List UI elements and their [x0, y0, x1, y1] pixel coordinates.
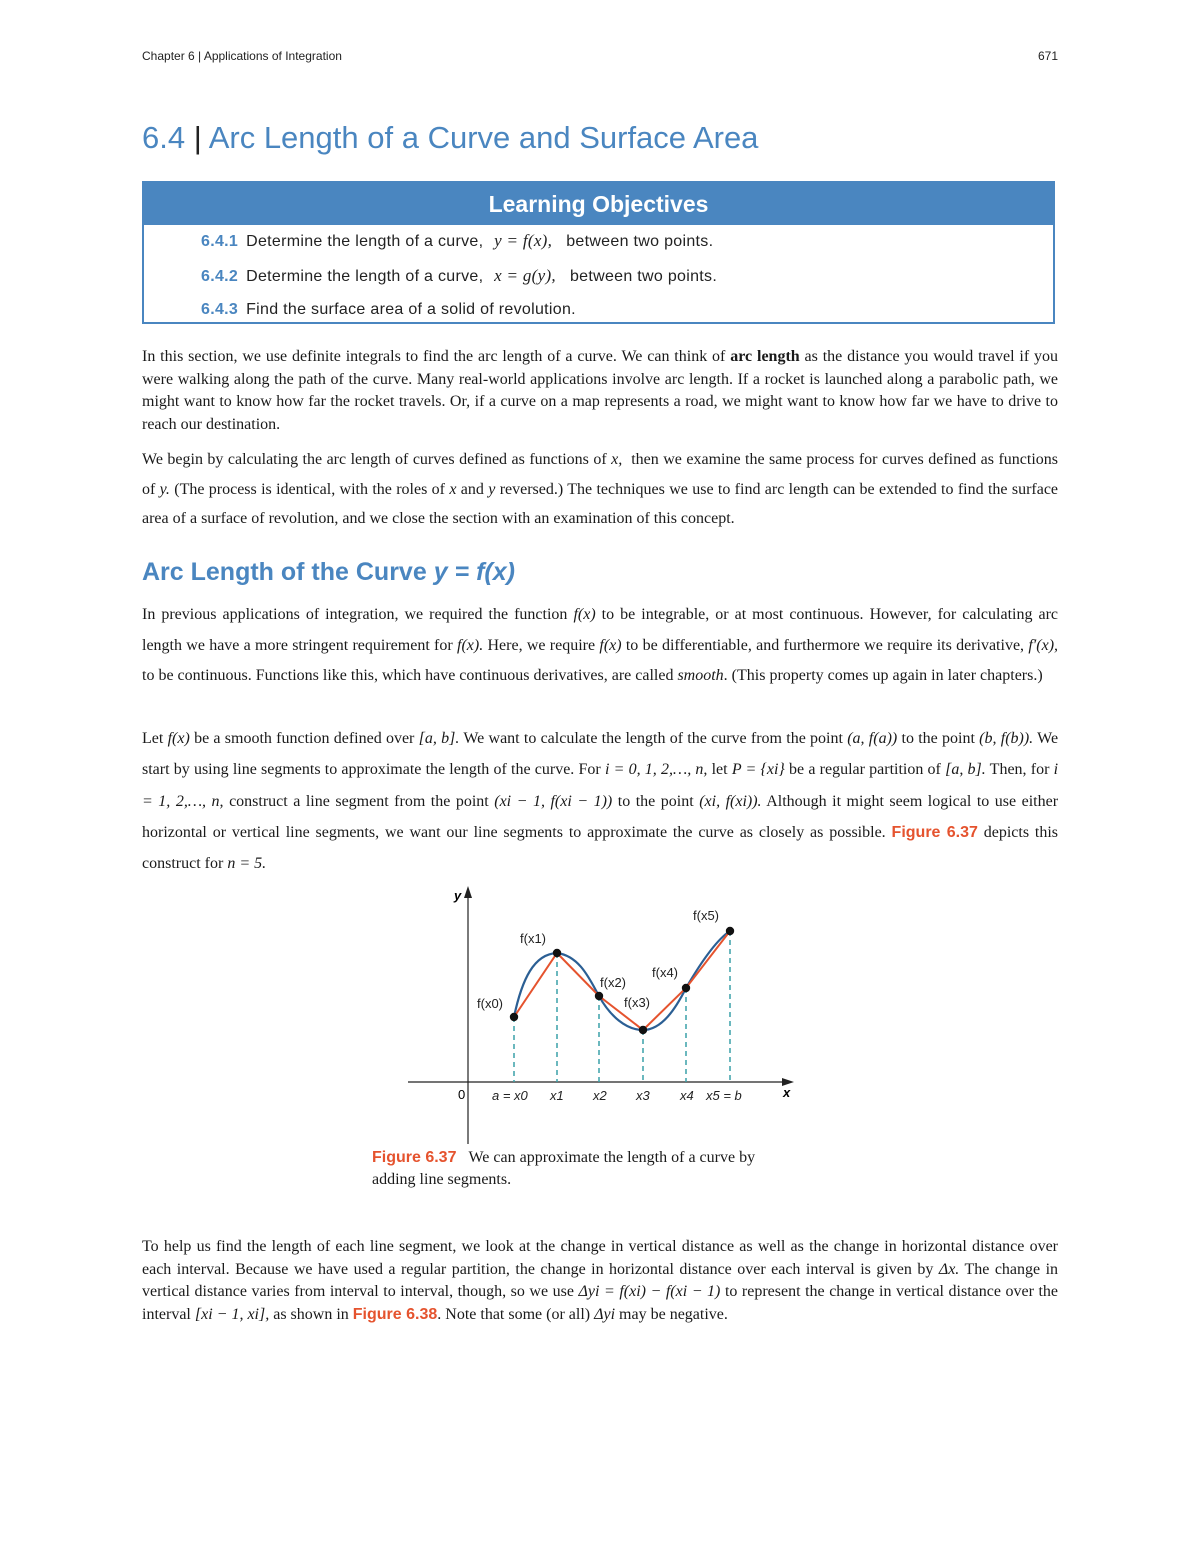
origin-label: 0 [458, 1087, 466, 1102]
text: Then, for [989, 761, 1050, 779]
partition-point [595, 992, 603, 1000]
math: f′(x), [1028, 636, 1059, 654]
text: to be continuous. Functions like this, which have continuous derivatives, are called [142, 667, 674, 684]
text: reversed.) The techniques we use to find arc length can be extended to find the surface area of a surface of revolution, and we close the section with an examination of this concept. [142, 480, 1059, 527]
x-axis-label: x [783, 1085, 791, 1100]
text: to represent the change in vertical distance over the interval [142, 1283, 1059, 1323]
figure-link[interactable]: Figure 6.37 [891, 823, 978, 841]
figure-6-37-graph [400, 884, 800, 1144]
text: (The process is identical, with the roles of [174, 480, 445, 498]
figure-link[interactable]: Figure 6.38 [352, 1305, 438, 1323]
math: (xi − 1, f(xi − 1)) [494, 792, 613, 810]
subsection-title-text: Arc Length of the Curve [142, 558, 427, 586]
math: [xi − 1, xi], [194, 1305, 270, 1323]
math: P = {xi} [731, 761, 785, 779]
math: Δyi [594, 1305, 616, 1323]
math: x [449, 480, 457, 498]
text: . Note that some (or all) [437, 1305, 591, 1323]
math: f(x). [457, 636, 484, 654]
objective-text: Determine the length of a curve, [246, 268, 484, 285]
tick-label: x1 [550, 1088, 564, 1103]
learning-objectives-heading: Learning Objectives [144, 183, 1053, 225]
term-smooth: smooth [677, 667, 724, 684]
text: to the point [901, 730, 975, 747]
text: We start by using line segments to approximate the length of the curve. For [142, 730, 1059, 779]
partition-point [639, 1026, 647, 1034]
objective-item [201, 231, 713, 251]
point-label: f(x3) [624, 995, 650, 1010]
text: then we examine the same process for curves defined as functions of [142, 451, 1059, 498]
text: as the distance you would travel if you were walking along the path of the curve. Many real-world applications involve arc length. If a rocket is launched along a parabolic path, we might want to know how far the rocket travels. Or, if a curve on a map represents a road, we might want to know how far we have to drive to reach our destination. [142, 348, 1059, 433]
subsection-equation: y = f(x) [433, 558, 515, 586]
objective-item [201, 301, 576, 319]
objective-number: 6.4.1 [201, 233, 239, 250]
math: i = 0, 1, 2,…, n, [604, 761, 708, 779]
math: n = 5. [227, 855, 267, 873]
text: be a regular partition of [789, 761, 941, 779]
dashed-guides [514, 931, 730, 1082]
text: depicts this construct for [142, 823, 1059, 873]
objective-text: Find the surface area of a solid of revolution. [246, 301, 576, 318]
text: In this section, we use definite integrals to find the arc length of a curve. We can think of [142, 348, 726, 365]
learning-objectives-box [142, 181, 1055, 324]
text: . (This property comes up again in later chapters.) [723, 667, 1043, 684]
math: Δyi = f(xi) − f(xi − 1) [578, 1283, 721, 1300]
text: as shown in [273, 1305, 349, 1323]
section-number: 6.4 [142, 120, 186, 155]
paragraph-4 [142, 723, 1058, 879]
text: To help us find the length of each line segment, we look at the change in vertical distance as well as the change in horizontal distance over each interval. Because we have used a regular partition, the change in horizontal distance over each interval is given by [142, 1238, 1058, 1278]
point-label: f(x5) [693, 908, 719, 923]
math: x, [611, 451, 623, 468]
text: be a smooth function defined over [194, 730, 415, 747]
text: In previous applications of integration, we required the function [142, 606, 568, 623]
section-title [142, 120, 758, 156]
math: (xi, f(xi)). [699, 792, 762, 810]
section-title-text: Arc Length of a Curve and Surface Area [208, 120, 759, 155]
page-header [142, 49, 1058, 63]
subsection-title [142, 558, 515, 587]
page-number: 671 [1037, 49, 1058, 63]
caption-label: Figure 6.37 [372, 1149, 457, 1166]
intro-paragraph-2 [142, 445, 1058, 534]
text: We begin by calculating the arc length of curves defined as functions of [142, 451, 607, 468]
tick-label: x3 [636, 1088, 650, 1103]
objective-text-end: between two points. [569, 268, 718, 285]
objective-text: Determine the length of a curve, [246, 233, 484, 250]
text: Here, we require [487, 636, 596, 654]
text: and [460, 480, 484, 498]
tick-labels [492, 1088, 742, 1103]
text: Although it might seem logical to use either horizontal or vertical line segments, we want our line segments to approximate the curve as closely as possible. [142, 792, 1059, 841]
point-label: f(x2) [600, 975, 626, 990]
paragraph-5 [142, 1236, 1058, 1326]
objective-number: 6.4.2 [201, 268, 239, 285]
text: to be integrable, or at most continuous. However, for calculating arc length we have a more stringent requirement for [142, 606, 1059, 654]
text: We want to calculate the length of the curve from the point [463, 730, 843, 747]
y-axis-arrow [464, 886, 472, 898]
text: construct a line segment from the point [229, 792, 489, 810]
math: Δx. [938, 1260, 960, 1278]
partition-point [682, 984, 690, 992]
text: The change in vertical distance varies from interval to interval, though, so we use [142, 1260, 1059, 1300]
partition-point [726, 927, 734, 935]
tick-label: a = x0 [492, 1088, 528, 1103]
math: f(x) [167, 730, 190, 747]
math: y. [159, 480, 170, 498]
math: (b, f(b)). [979, 730, 1034, 747]
tick-label: x2 [593, 1088, 607, 1103]
objective-text-end: between two points. [566, 233, 714, 250]
partition-point [510, 1013, 518, 1021]
objective-math: x = g(y), [494, 266, 556, 285]
caption-text: We can approximate the length of a curve by adding line segments. [372, 1149, 756, 1188]
text: may be negative. [619, 1305, 728, 1323]
paragraph-3 [142, 600, 1058, 692]
tick-label: x5 = b [706, 1088, 742, 1103]
chapter-title: Chapter 6 | Applications of Integration [142, 49, 342, 63]
point-label: f(x1) [520, 931, 546, 946]
point-label: f(x0) [477, 996, 503, 1011]
text: Let [142, 730, 164, 747]
math: f(x) [599, 636, 622, 654]
figure-caption [372, 1147, 802, 1191]
intro-paragraph-1 [142, 346, 1058, 436]
text: let [711, 761, 728, 779]
point-label: f(x4) [652, 965, 678, 980]
objective-number: 6.4.3 [201, 301, 239, 318]
partition-point [553, 949, 561, 957]
text: to be differentiable, and furthermore we require its derivative, [625, 636, 1025, 654]
y-axis-label: y [454, 888, 462, 903]
objective-item [201, 266, 717, 286]
math: [a, b]. [945, 761, 986, 779]
objective-math: y = f(x), [494, 231, 553, 250]
term-arc-length: arc length [730, 348, 800, 365]
text: to the point [617, 792, 694, 810]
math: f(x) [573, 606, 596, 623]
math: [a, b]. [418, 730, 460, 747]
math: y [488, 480, 496, 498]
tick-label: x4 [680, 1088, 694, 1103]
section-separator: | [193, 120, 202, 155]
math: (a, f(a)) [847, 730, 898, 747]
math: i = 1, 2,…, n, [142, 761, 1059, 810]
